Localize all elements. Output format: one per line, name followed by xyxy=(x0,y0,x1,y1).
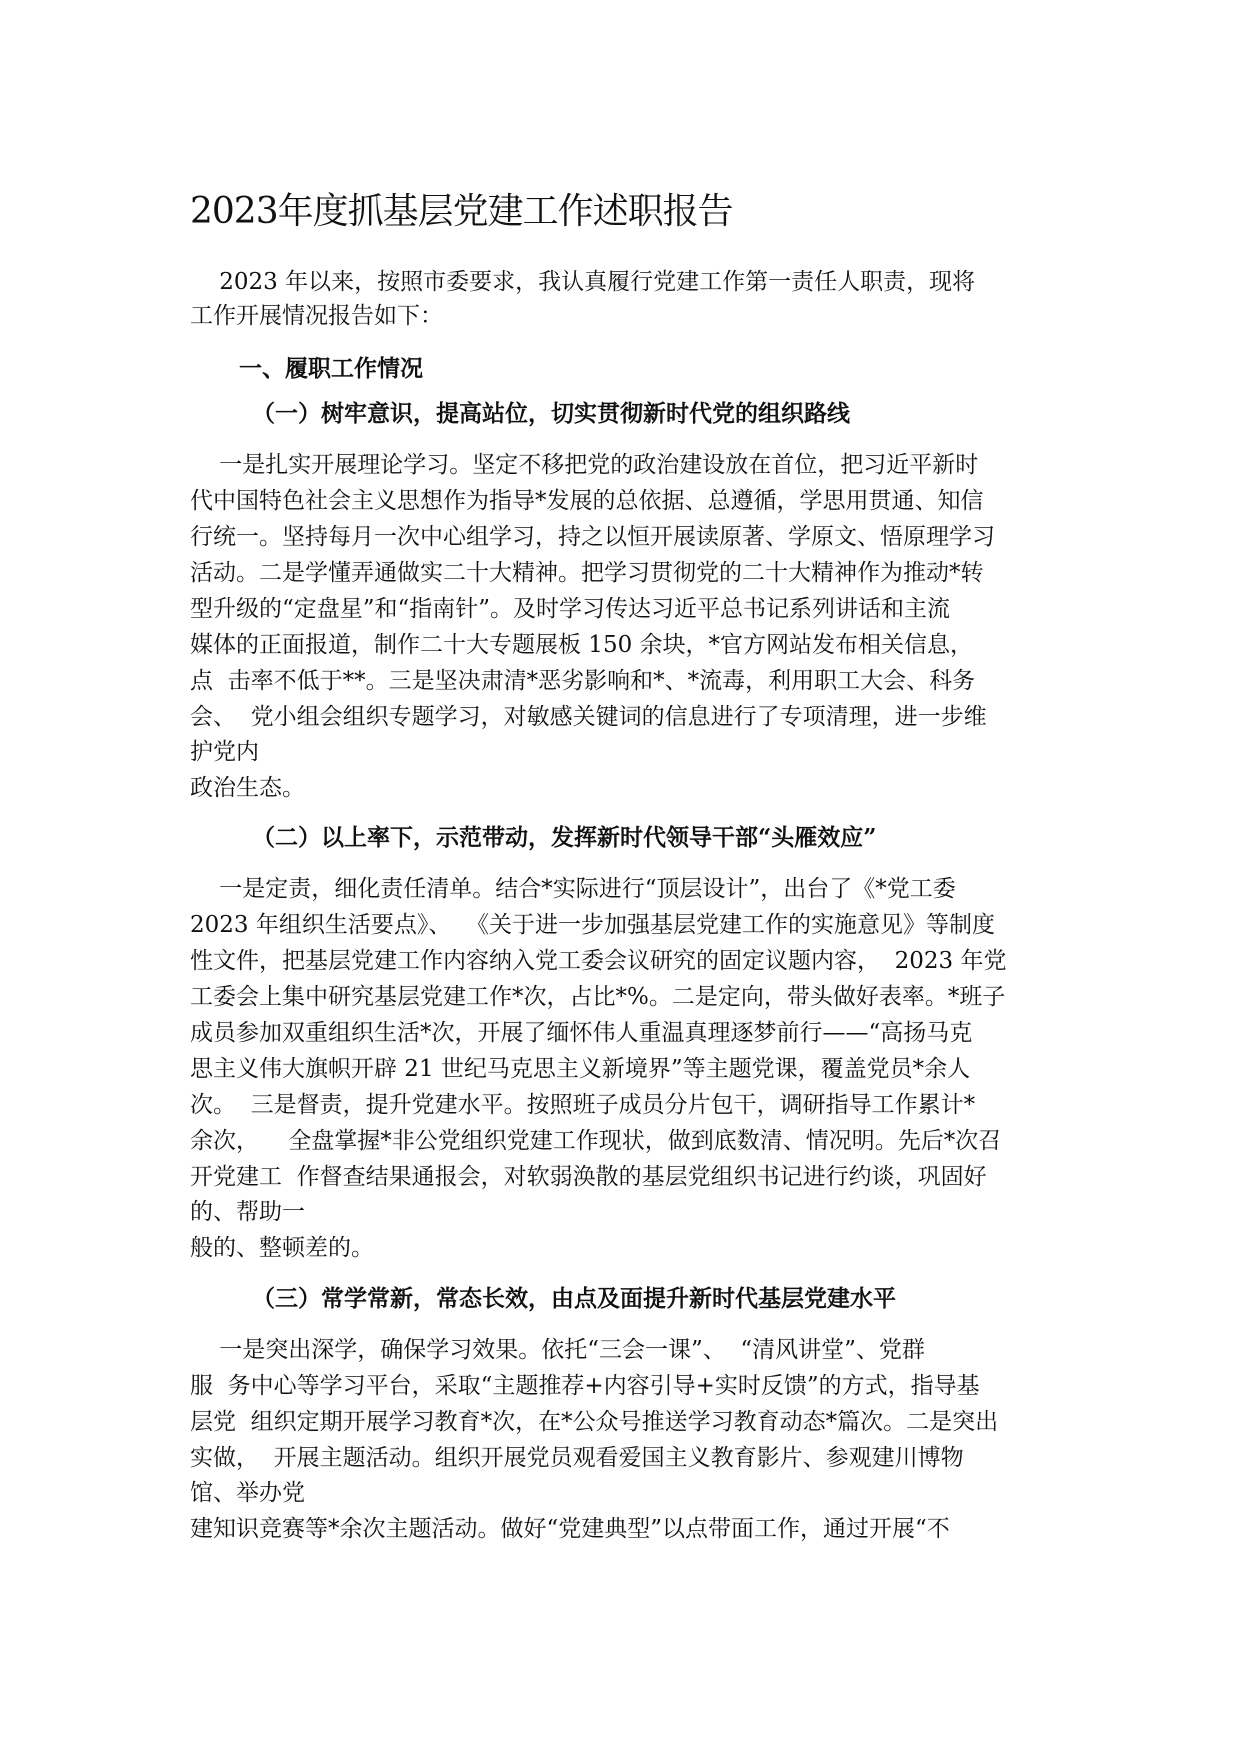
subsection-heading: （一）树牢意识，提高站位，切实贯彻新时代党的组织路线 xyxy=(252,400,850,427)
paragraph-line: 代中国特色社会主义思想作为指导*发展的总依据、总遵循，学思用贯通、知信 xyxy=(190,488,984,514)
paragraph-line: 护党内 xyxy=(190,739,259,765)
paragraph-line: 点 击率不低于**。三是坚决肃清*恶劣影响和*、*流毒，利用职工大会、科务 xyxy=(190,668,976,694)
paragraph-line: 的、帮助一 xyxy=(190,1199,305,1225)
paragraph-line: 活动。二是学懂弄通做实二十大精神。把学习贯彻党的二十大精神作为推动*转 xyxy=(190,560,984,586)
paragraph-line: 政治生态。 xyxy=(190,775,305,801)
paragraph-line: 行统一。坚持每月一次中心组学习，持之以恒开展读原著、学原文、悟原理学习 xyxy=(190,524,995,550)
paragraph-line: 性文件，把基层党建工作内容纳入党工委会议研究的固定议题内容， 2023 年党 xyxy=(190,948,1007,974)
paragraph-line: 层党 组织定期开展学习教育*次，在*公众号推送学习教育动态*篇次。二是突出 xyxy=(190,1409,999,1435)
paragraph-line: 馆、举办党 xyxy=(190,1480,305,1506)
paragraph-line: 开党建工 作督查结果通报会，对软弱涣散的基层党组织书记进行约谈，巩固好 xyxy=(190,1164,987,1190)
subsection-heading: （二）以上率下，示范带动，发挥新时代领导干部“头雁效应” xyxy=(252,824,877,851)
subsection-heading: （三）常学常新，常态长效，由点及面提升新时代基层党建水平 xyxy=(252,1285,896,1312)
paragraph-line: 媒体的正面报道，制作二十大专题展板 150 余块，*官方网站发布相关信息， xyxy=(190,632,974,658)
paragraph-line: 服 务中心等学习平台，采取“主题推荐+内容引导+实时反馈”的方式，指导基 xyxy=(190,1373,980,1399)
document-title: 2023年度抓基层党建工作述职报告 xyxy=(190,191,733,232)
paragraph-line: 余次， 全盘掌握*非公党组织党建工作现状，做到底数清、情况明。先后*次召 xyxy=(190,1128,1002,1154)
paragraph-line: 一是定责，细化责任清单。结合*实际进行“顶层设计”，出台了《*党工委 xyxy=(190,876,956,902)
paragraph-line: 一是扎实开展理论学习。坚定不移把党的政治建设放在首位，把习近平新时 xyxy=(190,452,979,478)
intro-line: 2023 年以来，按照市委要求，我认真履行党建工作第一责任人职责，现将 xyxy=(190,269,976,295)
paragraph-line: 建知识竞赛等*余次主题活动。做好“党建典型”以点带面工作，通过开展“不 xyxy=(190,1516,950,1542)
paragraph-line: 实做， 开展主题活动。组织开展党员观看爱国主义教育影片、参观建川博物 xyxy=(190,1445,964,1471)
paragraph-line: 般的、整顿差的。 xyxy=(190,1235,374,1261)
section-heading: 一、履职工作情况 xyxy=(239,355,423,382)
paragraph-line: 工委会上集中研究基层党建工作*次，占比*%。二是定向，带头做好表率。*班子 xyxy=(190,984,1006,1010)
paragraph-line: 型升级的“定盘星”和“指南针”。及时学习传达习近平总书记系列讲话和主流 xyxy=(190,596,951,622)
paragraph-line: 一是突出深学，确保学习效果。依托“三会一课”、 “清风讲堂”、党群 xyxy=(190,1337,925,1363)
paragraph-line: 2023 年组织生活要点》、 《关于进一步加强基层党建工作的实施意见》等制度 xyxy=(190,912,995,938)
intro-line: 工作开展情况报告如下： xyxy=(190,303,443,329)
paragraph-line: 成员参加双重组织生活*次，开展了缅怀伟人重温真理逐梦前行——“高扬马克 xyxy=(190,1020,973,1046)
paragraph-line: 会、 党小组会组织专题学习，对敏感关键词的信息进行了专项清理，进一步维 xyxy=(190,704,987,730)
paragraph-line: 思主义伟大旗帜开辟 21 世纪马克思主义新境界”等主题党课，覆盖党员*余人 xyxy=(190,1056,971,1082)
paragraph-line: 次。 三是督责，提升党建水平。按照班子成员分片包干，调研指导工作累计* xyxy=(190,1092,976,1118)
